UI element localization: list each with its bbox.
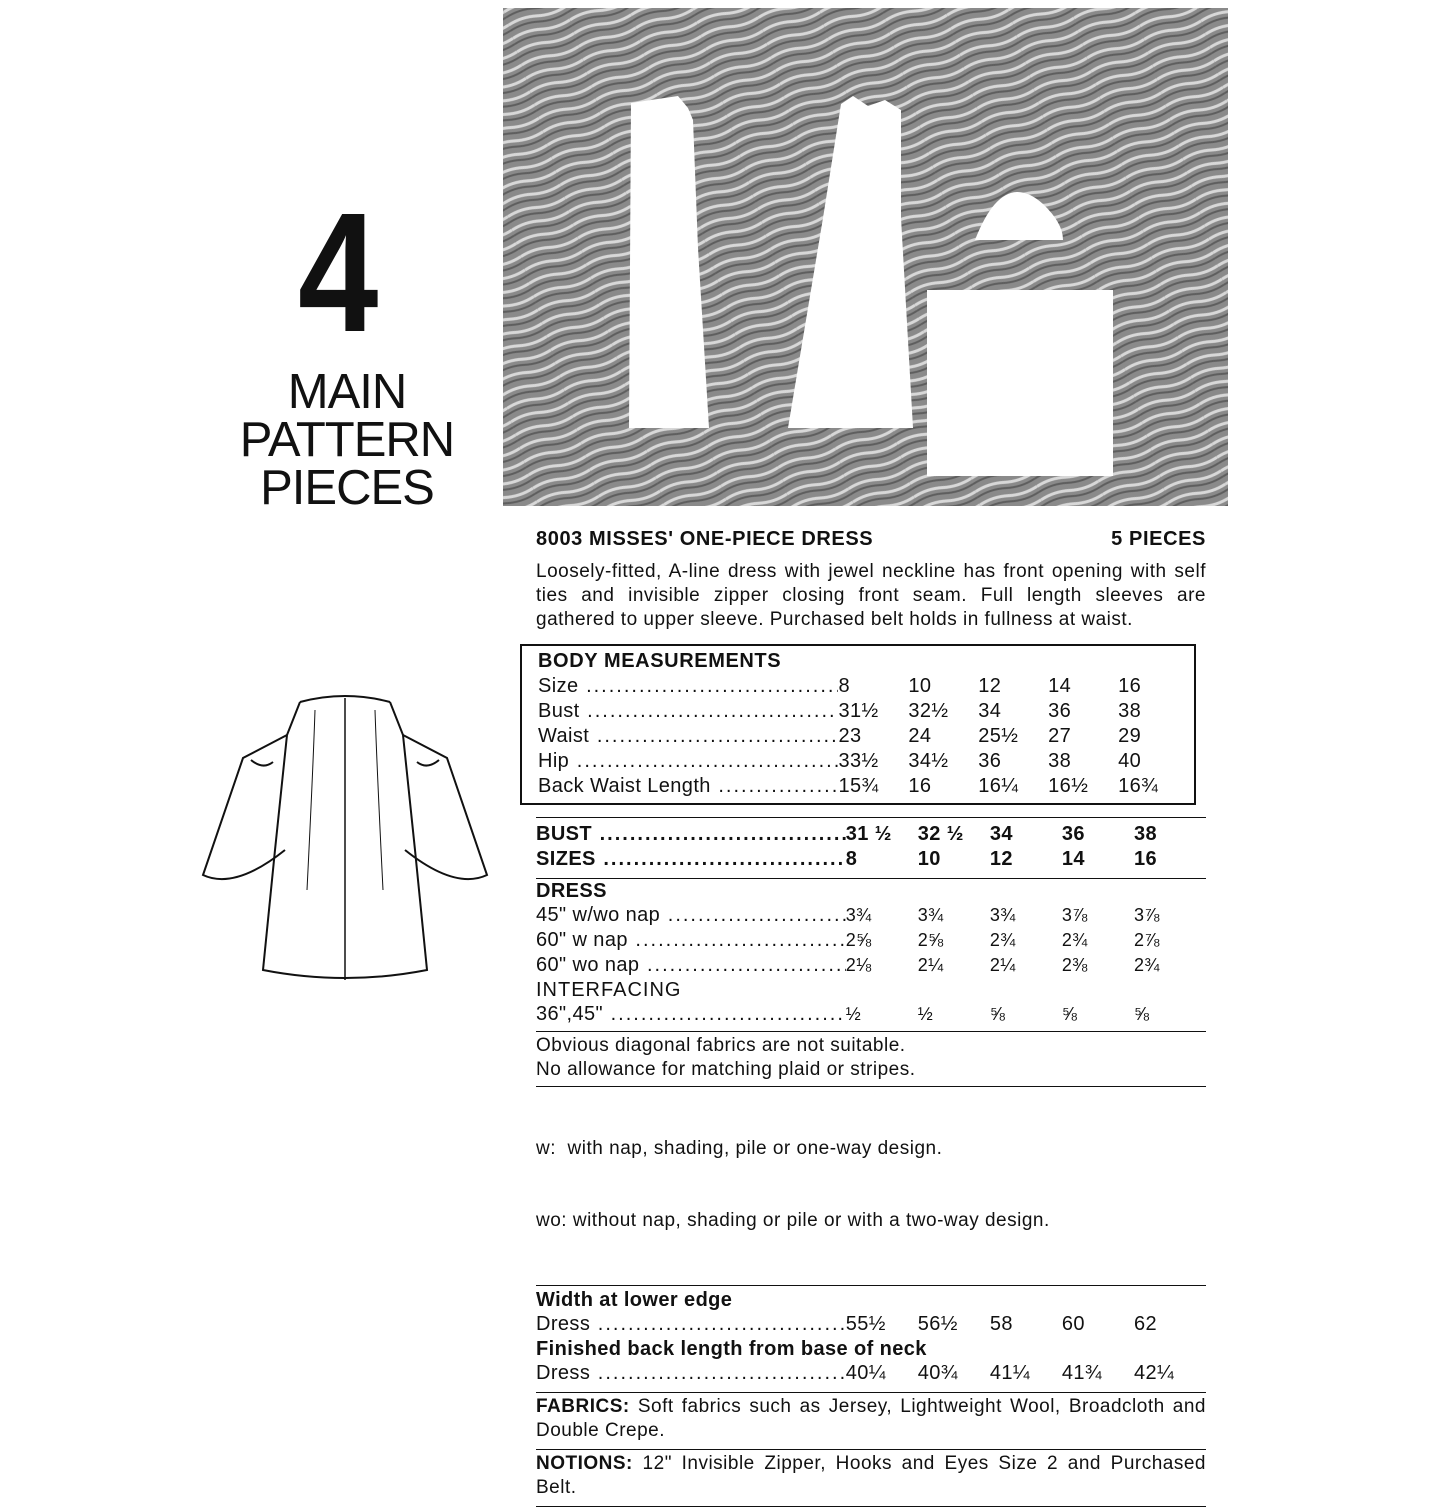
- cell: 62: [1133, 1313, 1157, 1335]
- table-row: [536, 1312, 1206, 1337]
- dress-back-sketch: [195, 690, 495, 990]
- cell: 38: [1118, 700, 1142, 722]
- row-label: Dress .....: [536, 1313, 846, 1335]
- table-row: [536, 928, 1206, 953]
- main-pattern-pieces-label: [222, 365, 472, 515]
- cell: 14: [1048, 675, 1072, 697]
- cell: 12: [978, 675, 1002, 697]
- interfacing-title: INTERFACING: [536, 979, 682, 1001]
- cell: 36: [978, 750, 1002, 772]
- body-measurements-table: [520, 644, 1196, 805]
- cell: 16¼: [978, 775, 1019, 797]
- pattern-description: Loosely-fitted, A-line dress with jewel neckline has front opening with self ties and invisible zipper closing front seam. Full length sleeves are gathered to upper sleeve. Purchased belt holds in fullness at waist.: [536, 561, 1206, 630]
- table-row: [536, 953, 1206, 978]
- table-row: [538, 699, 1188, 724]
- cell: 38: [1133, 823, 1157, 845]
- body-measurements-title: BODY MEASUREMENTS: [538, 650, 782, 672]
- cell: 10: [908, 675, 932, 697]
- notions-text: 12" Invisible Zipper, Hooks and Eyes Size 2 and Purchased Belt.: [536, 1453, 1206, 1498]
- cell: 2⅝: [845, 930, 872, 950]
- finished-measurements: [536, 1286, 1206, 1386]
- cell: 16: [1118, 675, 1142, 697]
- cell: 41¼: [989, 1362, 1030, 1384]
- cell: 32½: [908, 700, 949, 722]
- pattern-piece-sleeve: [927, 290, 1113, 476]
- label-line: MAIN: [287, 365, 407, 419]
- pattern-header: [536, 528, 1206, 556]
- label-line: PIECES: [260, 461, 434, 515]
- table-row: [538, 724, 1188, 749]
- cell: 3¾: [845, 905, 872, 925]
- row-label: Size .....: [538, 675, 838, 697]
- width-title: Width at lower edge: [536, 1289, 733, 1311]
- nap-notes: [536, 1087, 1206, 1285]
- cell: ½: [917, 1004, 934, 1024]
- cell: ⅝: [1061, 1004, 1078, 1024]
- pattern-info-panel: [536, 528, 1206, 1507]
- note-line: wo: without nap, shading or pile or with a two-way design.: [536, 1210, 1050, 1231]
- cell: 3¾: [917, 905, 944, 925]
- cell: 2¾: [1061, 930, 1088, 950]
- note-line: No allowance for matching plaid or stripes.: [536, 1059, 916, 1080]
- row-label: 60" wo nap .....: [536, 954, 846, 976]
- row-label: 36",45" .....: [536, 1003, 846, 1025]
- cell: 25½: [978, 725, 1019, 747]
- notions-section: [536, 1450, 1206, 1506]
- label-line: PATTERN: [239, 413, 455, 467]
- table-row: [538, 674, 1188, 699]
- cell: 2⅛: [845, 955, 872, 975]
- cell: 8: [838, 675, 850, 697]
- cell: 41¾: [1061, 1362, 1103, 1384]
- table-row: [538, 749, 1188, 774]
- notions-label: NOTIONS:: [536, 1453, 633, 1474]
- yardage-table: [536, 879, 1206, 1027]
- row-label: Hip .....: [538, 750, 838, 772]
- dress-yardage-title: DRESS: [536, 880, 607, 902]
- cell: 33½: [838, 750, 879, 772]
- fabric-notes: [536, 1032, 1206, 1086]
- cell: 2¼: [917, 955, 944, 975]
- table-row: [538, 774, 1188, 799]
- cell: 36: [1048, 700, 1072, 722]
- cell: 24: [908, 725, 932, 747]
- cell: 56½: [917, 1313, 958, 1335]
- sizes-table: [536, 818, 1206, 872]
- fabrics-label: FABRICS:: [536, 1396, 630, 1417]
- cell: 12: [989, 848, 1013, 870]
- cell: 27: [1048, 725, 1072, 747]
- cell: 31½: [838, 700, 879, 722]
- cell: 16¾: [1118, 775, 1159, 797]
- table-row: [536, 1002, 1206, 1027]
- pattern-piece-count: 5 PIECES: [1111, 528, 1206, 550]
- row-label: BUST .....: [536, 823, 846, 845]
- cell: 3⅞: [1061, 905, 1088, 925]
- cell: 36: [1061, 823, 1085, 845]
- cell: 2⅜: [1061, 955, 1088, 975]
- cell: 2⅝: [917, 930, 944, 950]
- cell: 40¼: [845, 1362, 886, 1384]
- cell: 14: [1061, 848, 1085, 870]
- pattern-title: 8003 MISSES' ONE-PIECE DRESS: [536, 528, 874, 550]
- cell: 40: [1118, 750, 1142, 772]
- cell: 15¾: [838, 775, 879, 797]
- cell: 58: [989, 1313, 1013, 1335]
- cell: 2¾: [1133, 955, 1160, 975]
- cell: 32 ½: [917, 823, 964, 845]
- cell: ½: [845, 1004, 862, 1024]
- cell: 34: [989, 823, 1013, 845]
- pieces-count: 4: [298, 178, 379, 368]
- cell: 42¼: [1133, 1362, 1175, 1384]
- cell: 3¾: [989, 905, 1016, 925]
- cell: 31 ½: [845, 823, 892, 845]
- cell: 10: [917, 848, 941, 870]
- length-title: Finished back length from base of neck: [536, 1338, 927, 1360]
- row-label: SIZES .....: [536, 848, 846, 870]
- row-label: 60" w nap .....: [536, 929, 846, 951]
- note-line: Obvious diagonal fabrics are not suitable.: [536, 1035, 906, 1056]
- cell: 16: [908, 775, 932, 797]
- cell: 34: [978, 700, 1002, 722]
- cell: 23: [838, 725, 862, 747]
- row-label: Waist .....: [538, 725, 838, 747]
- fabrics-section: [536, 1393, 1206, 1449]
- cell: ⅝: [1133, 1004, 1150, 1024]
- cell: 2⅞: [1133, 930, 1160, 950]
- table-row: [536, 903, 1206, 928]
- row-label: Back Waist Length .....: [538, 775, 838, 797]
- cell: 29: [1118, 725, 1142, 747]
- row-label: Bust .....: [538, 700, 838, 722]
- cell: 40¾: [917, 1362, 958, 1384]
- cell: 2¼: [989, 955, 1016, 975]
- cell: 55½: [845, 1313, 886, 1335]
- note-line: w: with nap, shading, pile or one-way design.: [536, 1138, 943, 1159]
- cell: 38: [1048, 750, 1072, 772]
- table-row: [536, 822, 1206, 847]
- cell: 2¾: [989, 930, 1016, 950]
- table-row: [536, 1361, 1206, 1386]
- cell: ⅝: [989, 1004, 1006, 1024]
- cell: 16½: [1048, 775, 1089, 797]
- table-row: [536, 847, 1206, 872]
- row-label: 45" w/wo nap .....: [536, 904, 846, 926]
- row-label: Dress .....: [536, 1362, 846, 1384]
- cell: 34½: [908, 750, 949, 772]
- pattern-pieces-photo: [503, 8, 1228, 506]
- cell: 60: [1061, 1313, 1085, 1335]
- fabrics-text: Soft fabrics such as Jersey, Lightweight Wool, Broadcloth and Double Crepe.: [536, 1396, 1206, 1441]
- cell: 8: [845, 848, 858, 870]
- cell: 3⅞: [1133, 905, 1160, 925]
- cell: 16: [1133, 848, 1157, 870]
